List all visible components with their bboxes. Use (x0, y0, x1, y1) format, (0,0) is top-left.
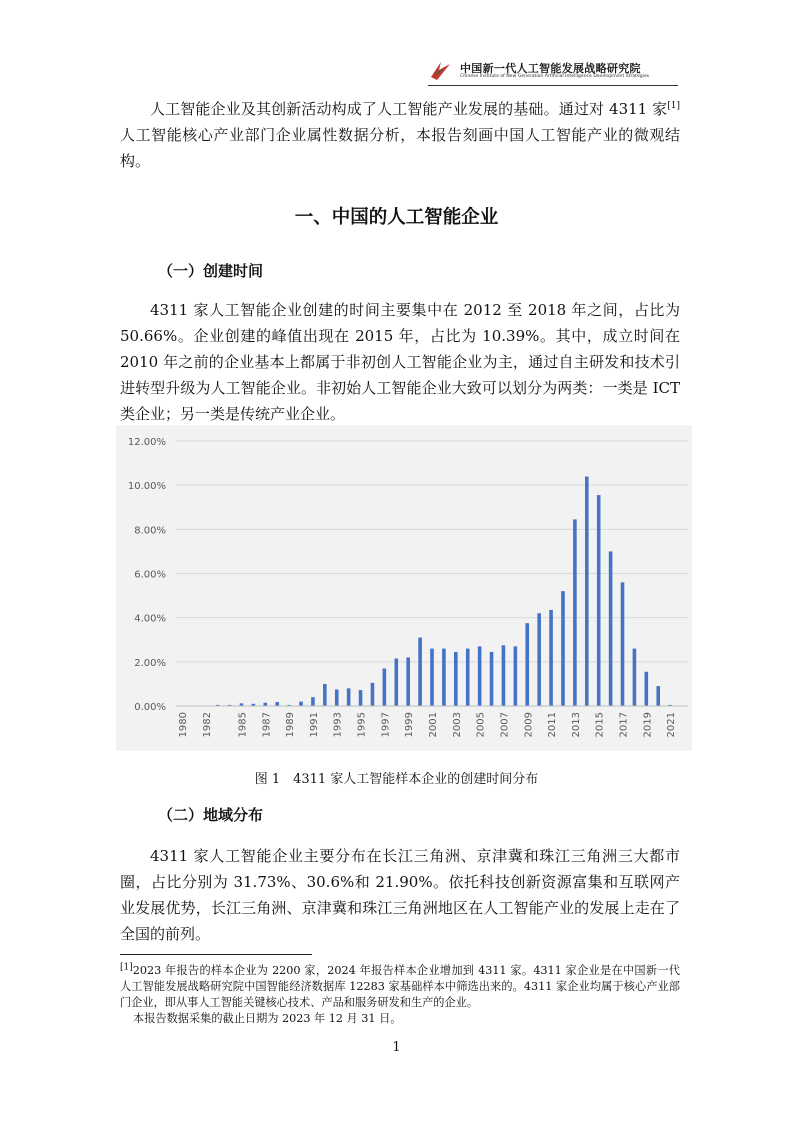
x-tick-label: 2021 (666, 712, 678, 738)
x-tick-label: 1982 (201, 712, 213, 738)
x-tick-label: 2009 (523, 712, 535, 738)
x-tick-label: 1985 (237, 712, 249, 738)
bar (609, 551, 613, 706)
x-tick-label: 2001 (428, 712, 439, 738)
subsection-title-regional-distribution: （二）地域分布 (158, 806, 264, 824)
bar (573, 519, 577, 706)
footnote (120, 963, 680, 1027)
intro-paragraph (120, 96, 680, 174)
bar (430, 649, 434, 706)
bar (514, 646, 518, 706)
institute-name: 中国新一代人工智能发展战略研究院 (460, 62, 641, 75)
bar (525, 623, 529, 706)
footnote-date-note: 本报告数据采集的截止日期为 2023 年 12 月 31 日。 (133, 1012, 402, 1025)
x-tick-label: 1989 (285, 712, 297, 738)
bar (549, 610, 553, 706)
bar (645, 672, 649, 706)
footnote-text: 2023 年报告的样本企业为 2200 家，2024 年报告样本企业增加到 4311 家。4311 家企业是在中国新一代人工智能发展战略研究院中国智能经济数据库 12283 家基础样本中筛选出来的。4311 家企业均属于核心产业部门企业，即从事人工智能关键核心技术、产品和服务研发和生产的企业。 (120, 964, 680, 1009)
footnote-separator (120, 954, 312, 955)
figure-caption: 图 1 4311 家人工智能样本企业的创建时间分布 (254, 772, 539, 787)
x-tick-label: 2007 (499, 712, 511, 738)
bar (406, 657, 410, 706)
y-tick-label: 12.00% (127, 437, 166, 448)
page-header (428, 58, 678, 86)
x-tick-label: 1997 (380, 712, 392, 738)
bar (442, 649, 446, 706)
x-tick-label: 2011 (547, 712, 559, 738)
chart-background (116, 425, 692, 751)
footnote-body (120, 963, 680, 1011)
bar (490, 652, 494, 706)
bar (585, 477, 589, 706)
x-tick-label: 1995 (356, 712, 368, 738)
y-tick-label: 6.00% (134, 569, 166, 581)
x-tick-label: 2013 (570, 712, 582, 738)
x-tick-label: 2019 (642, 712, 654, 738)
bar (478, 646, 482, 706)
bar (275, 702, 279, 706)
bar (347, 688, 351, 706)
bar (299, 702, 303, 706)
y-tick-label: 8.00% (134, 525, 166, 537)
subsection-title-founding-time: （一）创建时间 (158, 262, 264, 280)
bar (323, 684, 327, 706)
bar (383, 668, 387, 706)
regional-distribution-paragraph: 4311 家人工智能企业主要分布在长江三角洲、京津冀和珠江三角洲三大都市圈，占比分别为 31.73%、30.6%和 21.90%。依托科技创新资源富集和互联网产业发展优势，长江三角洲、京津冀和珠江三角洲地区在人工智能产业的发展上走在了全国的前列。 (120, 847, 680, 943)
bar (466, 649, 470, 706)
section-title: 一、中国的人工智能企业 (294, 207, 499, 228)
bar (621, 582, 625, 706)
x-tick-label: 1999 (404, 712, 416, 738)
founding-time-paragraph: 4311 家人工智能企业创建的时间主要集中在 2012 至 2018 年之间，占比为 50.66%。企业创建的峰值出现在 2015 年，占比为 10.39%。其中，成立时间在 2010 年之前的企业基本上都属于非初创人工智能企业为主，通过自主研发和技术引进转型升级为人工智能企业。非初始人工智能企业大致可以划分为两类：一类是 ICT 类企业；另一类是传统产业企业。 (120, 301, 680, 423)
y-tick-label: 0.00% (134, 702, 166, 713)
founding-year-chart (116, 425, 692, 751)
intro-text-2: 人工智能核心产业部门企业属性数据分析，本报告刻画中国人工智能产业的微观结构。 (120, 126, 680, 170)
bar (454, 652, 458, 706)
bar (335, 689, 339, 706)
x-tick-label: 2017 (618, 712, 630, 738)
footnote-reference[interactable]: [1] (667, 101, 680, 111)
bar (311, 697, 315, 706)
institute-logo (428, 58, 454, 84)
x-tick-label: 1987 (261, 712, 273, 738)
y-tick-label: 10.00% (127, 481, 166, 493)
bar (418, 638, 422, 706)
intro-text-1: 人工智能企业及其创新活动构成了人工智能产业发展的基础。通过对 4311 家 (150, 100, 668, 118)
page-number: 1 (392, 1040, 401, 1055)
header-rule (428, 85, 678, 86)
x-tick-label: 2003 (451, 712, 463, 738)
bar (371, 683, 375, 706)
x-tick-label: 1980 (177, 712, 189, 738)
y-tick-label: 2.00% (134, 657, 166, 669)
bar (633, 649, 637, 706)
bar (656, 686, 660, 706)
x-tick-label: 1991 (308, 712, 320, 738)
footnote-marker: [1] (120, 962, 133, 973)
bar-chart-svg (116, 425, 692, 751)
bar (561, 591, 565, 706)
bar (359, 690, 363, 706)
y-tick-label: 4.00% (134, 613, 166, 625)
x-tick-label: 2015 (594, 712, 606, 738)
bar (597, 495, 601, 706)
bar (394, 659, 398, 706)
bar (537, 613, 541, 706)
bar (502, 645, 506, 706)
institute-english-name: Chinese Institute of New Generation Artificial Intelligence Development Strategies (460, 74, 650, 79)
x-tick-label: 2005 (475, 712, 487, 738)
x-tick-label: 1993 (332, 712, 344, 738)
